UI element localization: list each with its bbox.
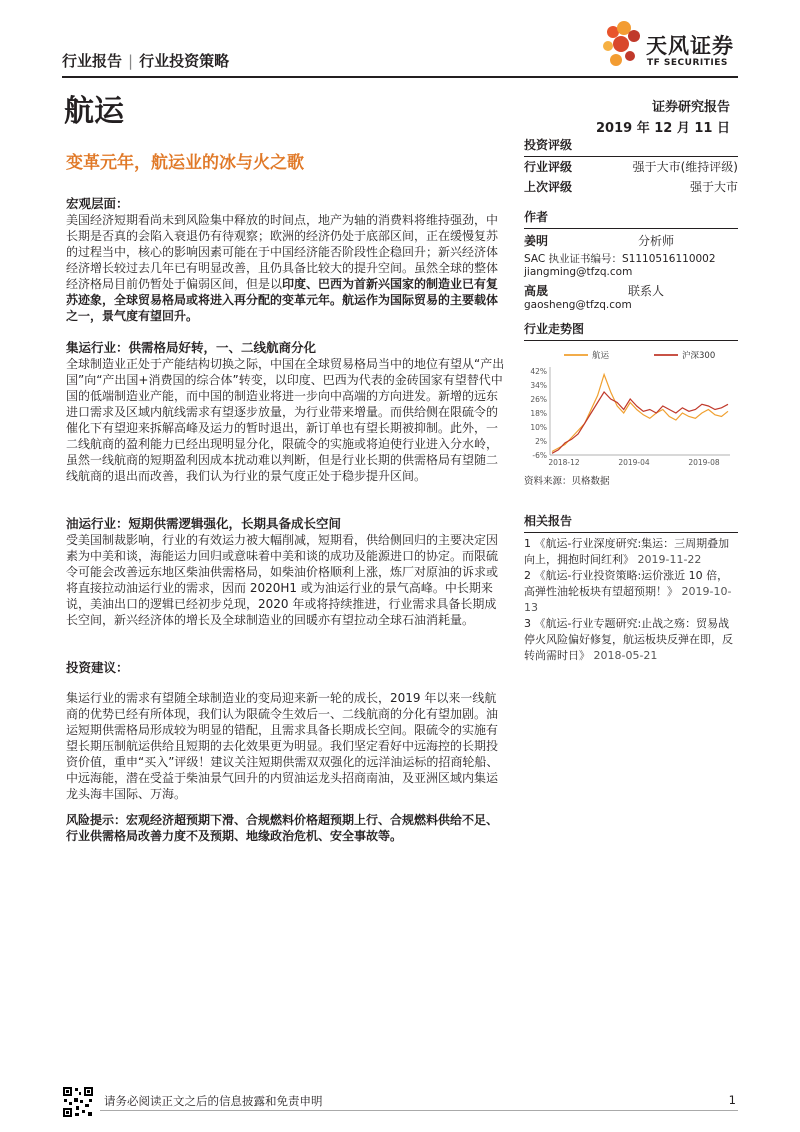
chart-box	[524, 320, 738, 487]
author1-role: 分析师	[637, 234, 674, 248]
related-report-item[interactable]	[524, 568, 738, 616]
legend-label: 航运	[592, 351, 610, 361]
related-box	[524, 512, 738, 664]
related-list	[524, 536, 738, 664]
prev-rating-value: 强于大市	[689, 180, 738, 194]
y-tick-label: -6%	[532, 451, 547, 460]
rating-box	[524, 136, 738, 197]
related-report-item[interactable]	[524, 536, 738, 568]
logo-petal	[625, 51, 635, 61]
prev-rating-label: 上次评级	[524, 180, 573, 194]
author2-role: 联系人	[627, 284, 664, 298]
report-subtype-label: 行业投资策略	[139, 52, 230, 70]
separator: |	[128, 52, 134, 70]
container-section	[66, 340, 506, 484]
related-title: 相关报告	[524, 512, 738, 533]
y-tick-label: 42%	[530, 367, 547, 376]
invest-paragraph: 集运行业的需求有望随全球制造业的变局迎来新一轮的成长，2019 年以来一线航商的优势已经有所体现，我们认为限硫令生效后一、二线航商的分化有望加剧。油运短期供需格局形成较为明显的错配，且需求具备长期成长空间。限硫令的实施有望长期压制航运供给且短期的去化效果更为明显。我们坚定看好中远海控的长期投资价值，重申“买入”评级！建议关注短期供需双双强化的远洋油运标的招商轮船、中远海能，潜在受益于柴油景气回升的内贸油运龙头招商南油，及亚洲区域内集运龙头海丰国际、万海。	[66, 691, 499, 801]
chart-title: 行业走势图	[524, 320, 738, 341]
related-report-title: 3 《航运-行业专题研究:止战之殇：贸易战停火风险偏好修复，航运板块反弹在即，反转尚需时日》	[524, 617, 733, 662]
page-number: 1	[728, 1093, 736, 1107]
x-tick-label: 2019-08	[688, 458, 720, 467]
footer-rule	[100, 1110, 738, 1111]
author1-name: 姜明	[524, 234, 549, 248]
author1-sac: SAC 执业证书编号：S1110516110002	[524, 253, 716, 265]
macro-heading: 宏观层面：	[66, 196, 129, 211]
macro-text-bold: 印度、巴西为首新兴国家的制造业已有复苏迹象，全球贸易格局或将进入再分配的变革元年。航运作为国际贸易的主要载体之一，景气度有望回升。	[66, 277, 499, 323]
macro-paragraph	[66, 212, 506, 324]
logo-petal	[610, 54, 622, 66]
related-report-date: 2018-05-21	[593, 649, 658, 662]
related-report-date: 2019-10-13	[524, 585, 732, 614]
report-date: 2019 年 12 月 11 日	[596, 121, 730, 136]
author1-row	[524, 232, 674, 249]
related-report-title: 2 《航运-行业投资策略:运价涨近 10 倍，高弹性油轮板块有望超预期！》	[524, 569, 729, 598]
y-tick-label: 18%	[530, 409, 547, 418]
series-line	[552, 375, 728, 452]
macro-text: 美国经济短期看尚未到风险集中释放的时间点，地产为轴的消费料将维持强劲，中长期是否真的会陷入衰退仍有待观察；欧洲的经济仍处于底部区间，正在缓慢复苏的过程当中，核心的影响因素可能在于中国经济能否阶段性企稳回升；新兴经济体经济增长较过去几年已有明显改善，且仍具备比较大的提升空间。虽然全球的整体经济格局目前仍暂处于偏弱区间，但是以	[66, 213, 499, 291]
logo-petal	[613, 36, 629, 52]
industry-title: 航运	[64, 94, 124, 129]
logo-text: 天风证券	[646, 34, 734, 58]
author2-email[interactable]: gaosheng@tfzq.com	[524, 299, 632, 311]
rating-title: 投资评级	[524, 136, 738, 157]
related-report-item[interactable]	[524, 616, 738, 664]
container-paragraph: 全球制造业正处于产能结构切换之际，中国在全球贸易格局当中的地位有望从“产出国”向“产出国+消费国的综合体”转变，以印度、巴西为代表的金砖国家有望替代中国的低端制造业产能，而中国的制造业将进一步向中高端的方向进发。新增的远东进口需求及区域内航线需求有望逐步放量，为行业带来增量。而供给侧在限硫令的催化下有望迎来拆解高峰及运力的暂时退出，新订单也有望长期被抑制。此外，一二线航商的盈利能力已经出现明显分化，限硫令的实施或将迫使行业进入分水岭，虽然一线航商的短期盈利因成本扰动难以判断，但是行业长期的供需格局有望随二线航商的退出而改善，我们认为行业的景气度正处于稳步提升区间。	[66, 357, 505, 483]
logo-subtext: TF SECURITIES	[647, 58, 728, 68]
chart-source: 资料来源：贝格数据	[524, 476, 610, 487]
x-tick-label: 2019-04	[618, 458, 650, 467]
prev-rating-row	[524, 177, 738, 197]
report-type	[62, 50, 229, 71]
macro-section	[66, 196, 506, 324]
footer-disclaimer[interactable]: 请务必阅读正文之后的信息披露和免责申明	[104, 1094, 323, 1108]
x-tick-label: 2018-12	[548, 458, 580, 467]
y-tick-label: 34%	[530, 381, 547, 390]
author2-row	[524, 282, 664, 299]
related-report-date: 2019-11-22	[637, 553, 702, 566]
oil-heading: 油运行业：短期供需逻辑强化，长期具备成长空间	[66, 516, 342, 531]
author2-name: 高晟	[524, 284, 549, 298]
industry-rating-value: 强于大市(维持评级)	[632, 160, 738, 174]
industry-rating-row	[524, 157, 738, 177]
header-rule	[62, 76, 738, 78]
invest-heading: 投资建议：	[66, 660, 129, 675]
report-kind: 证券研究报告	[651, 100, 730, 115]
related-report-title: 1 《航运-行业深度研究:集运：三周期叠加向上，拥抱时间红利》	[524, 537, 730, 566]
logo-petal	[603, 41, 613, 51]
oil-section	[66, 516, 506, 628]
qr-code-icon	[62, 1086, 94, 1118]
author-title: 作者	[524, 208, 738, 229]
risk-section	[66, 812, 506, 844]
author1-email[interactable]: jiangming@tfzq.com	[524, 266, 633, 278]
y-tick-label: 26%	[530, 395, 547, 404]
report-subtitle: 变革元年，航运业的冰与火之歌	[66, 153, 304, 173]
y-tick-label: 2%	[535, 437, 547, 446]
invest-section	[66, 660, 506, 802]
industry-rating-label: 行业评级	[524, 160, 573, 174]
trend-chart	[524, 345, 738, 471]
y-tick-label: 10%	[530, 423, 547, 432]
oil-paragraph: 受美国制裁影响，行业的有效运力被大幅削减，短期看，供给侧回归的主要决定因素为中美和谈，海能运力回归或意味着中美和谈的成功及能源进口的协定。而限硫令可能会改善远东地区柴油供需格局，如柴油价格顺利上涨，炼厂对原油的诉求或将直接拉动油运行业的需求，因而 2020H1 或为油运行业的景气高峰。中长期来说，美油出口的逻辑已经初步兑现，2020 年或将持续推进，行业需求具备长期成长空间，新兴经济体的增长及全球制造业的回暖亦有望拉动全球石油消耗量。	[66, 533, 499, 627]
risk-paragraph: 风险提示：宏观经济超预期下滑、合规燃料价格超预期上行、合规燃料供给不足、行业供需格局改善力度不及预期、地缘政治危机、安全事故等。	[66, 813, 499, 843]
report-type-label: 行业报告	[62, 52, 123, 70]
author-box	[524, 208, 738, 311]
logo-petal	[628, 30, 640, 42]
legend-label: 沪深300	[682, 351, 716, 361]
series-line	[552, 392, 728, 453]
container-heading: 集运行业：供需格局好转，一、二线航商分化	[66, 340, 317, 355]
